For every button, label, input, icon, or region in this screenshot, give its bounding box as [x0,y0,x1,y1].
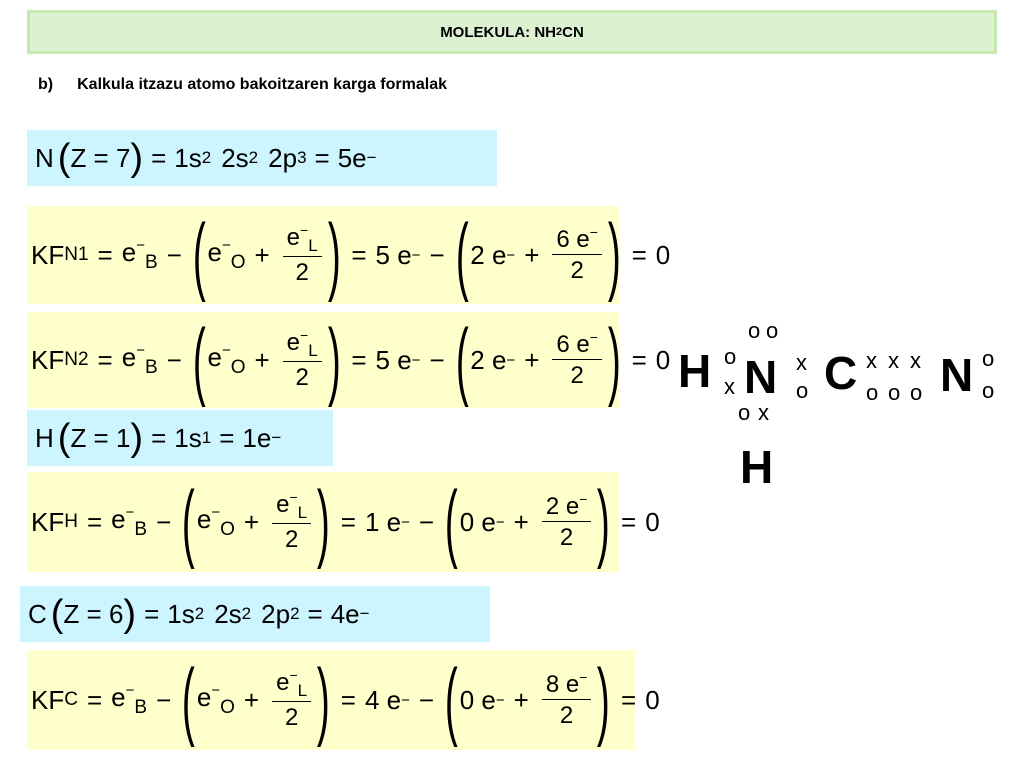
n-symbol: N [35,142,54,173]
minus-op: − [156,506,172,537]
kf-n2-box [27,312,671,408]
equals: = [151,422,167,453]
plus-op: + [254,344,270,375]
open-paren: ( [192,207,206,303]
equals: = [307,598,323,629]
el-minus: − [300,221,309,238]
lewis-x: x [888,348,899,373]
eb-minus: − [136,236,145,254]
kf-label: KF [31,506,65,537]
v2: 0 e [459,684,496,715]
equals: = [631,344,647,375]
c-1s-exp: 2 [194,604,205,623]
el-sub: L [297,680,308,700]
minus-op: − [418,506,435,537]
num: 6 e [556,330,590,358]
minus-op: − [429,344,445,375]
kf-sub: N2 [64,349,89,370]
v1: 1 e [364,506,402,537]
n-config-box [27,130,497,186]
equals: = [621,684,637,715]
slide-title [27,10,997,54]
question-text [38,76,447,94]
n-1s: 1s [174,142,202,173]
el-den: 2 [284,704,299,732]
c-z: Z = 6 [63,598,124,629]
num: 6 e [556,225,590,253]
lewis-o: o [766,318,779,343]
lewis-o: o [796,378,809,403]
n-2s-exp: 2 [248,148,259,167]
close-paren: ) [327,207,341,303]
result: 0 [655,239,671,270]
eb-minus: − [125,503,135,521]
equals: = [97,344,113,375]
eo: e [207,236,222,267]
el: e [276,490,290,518]
kf-sub: C [64,689,78,710]
eo-sub: O [230,356,246,378]
eb-term [122,342,158,379]
num-minus: − [579,490,588,507]
eo: e [207,341,222,372]
v2: 0 e [459,506,496,537]
h-result: 1e [242,422,272,453]
v2-minus: − [495,513,505,531]
close-paren: ) [597,652,611,748]
close-paren: ) [317,652,330,748]
open-paren: ( [50,593,64,635]
num-minus: − [589,223,598,240]
eo: e [196,681,212,712]
eo-minus: − [211,503,221,521]
el-fraction [283,327,322,394]
eo-sub: O [230,251,246,273]
v1-minus: − [401,691,410,709]
plus-op: + [513,684,529,715]
num-fraction [552,329,602,392]
c-1s: 1s [167,598,195,629]
c-result-minus: − [359,604,370,623]
equals: = [144,598,160,629]
plus-op: + [524,239,540,270]
question-marker: b) [38,76,54,93]
el-fraction [272,667,311,734]
eb: e [121,341,137,372]
c-result: 4e [330,598,360,629]
num: 8 e [545,670,580,698]
title-main: MOLEKULA: NH [440,23,557,41]
eb-sub: B [144,356,158,378]
eo-term [197,504,235,541]
eb-sub: B [134,696,148,718]
close-paren: ) [123,593,137,635]
eo-term [207,237,245,274]
num-den: 2 [559,524,574,552]
plus-op: + [243,506,260,537]
equals: = [97,239,113,270]
n-2p-exp: 3 [297,148,307,167]
minus-op: − [418,684,435,715]
el-sub: L [308,235,318,255]
atom-c: C [824,347,858,399]
kf-label: KF [31,344,65,375]
open-paren: ( [444,652,458,748]
eb-minus: − [136,341,145,359]
v1-minus: − [401,513,410,531]
equals: = [151,142,167,173]
kf-h-box [27,472,660,572]
equals: = [351,239,367,270]
num-fraction [552,224,602,287]
lewis-x: x [910,348,921,373]
close-paren: ) [327,312,341,408]
eo: e [196,503,212,534]
kf-label: KF [31,684,65,715]
kf-n1-box [27,206,671,304]
c-config-box [20,586,490,642]
kf-c-box [27,650,660,750]
n-2s: 2s [221,142,249,173]
eo-minus: − [221,236,231,254]
num-minus: − [579,668,588,685]
el-den: 2 [295,259,309,287]
atom-n-right: N [940,349,974,401]
num-den: 2 [570,257,584,285]
open-paren: ( [182,652,196,748]
lewis-o: o [866,380,879,405]
eb-sub: B [144,251,158,273]
eo-sub: O [220,518,235,540]
equals: = [631,239,647,270]
c-symbol: C [28,598,47,629]
atom-h-left: H [678,345,712,397]
question-label: Kalkula itzazu atomo bakoitzaren karga formalak [77,76,447,93]
open-paren: ( [182,474,196,570]
n-1s-exp: 2 [201,148,212,167]
equals: = [340,684,356,715]
eb: e [111,681,126,712]
open-paren: ( [57,137,71,179]
open-paren: ( [455,312,469,408]
el-minus: − [300,326,309,343]
kf-sub: H [64,511,78,532]
eb-term [111,504,147,541]
c-2s: 2s [214,598,242,629]
v2: 2 e [470,344,507,375]
h-result-minus: − [271,428,282,447]
n-result: 5e [337,142,367,173]
open-paren: ( [192,312,206,408]
v2-minus: − [495,691,505,709]
eo-term [197,682,235,719]
c-2p: 2p [261,598,291,629]
el-sub: L [297,502,308,522]
eb: e [121,236,137,267]
num: 2 e [545,492,580,520]
atom-h-bottom: H [740,441,774,493]
v1-minus: − [411,351,421,369]
lewis-o: o [748,318,761,343]
title-sub: 2 [556,26,563,38]
close-paren: ) [130,137,144,179]
num-den: 2 [570,362,584,390]
lewis-o: o [982,378,995,403]
el: e [286,223,301,251]
v1: 4 e [364,684,402,715]
kf-sub: N1 [64,244,89,265]
lewis-x: x [796,350,807,375]
el: e [286,328,301,356]
h-symbol: H [35,422,54,453]
el: e [276,668,290,696]
result: 0 [655,344,671,375]
el-den: 2 [295,364,309,392]
minus-op: − [166,239,182,270]
close-paren: ) [317,474,330,570]
eo-term [207,342,245,379]
lewis-o: o [888,380,901,405]
open-paren: ( [57,417,71,459]
num-fraction [542,491,592,554]
close-paren: ) [597,474,611,570]
n-z: Z = 7 [70,142,131,173]
minus-op: − [156,684,172,715]
lewis-x: x [758,400,769,425]
h-1s-exp: 1 [201,428,212,447]
eo-sub: O [220,696,235,718]
plus-op: + [513,506,529,537]
h-1s: 1s [174,422,202,453]
h-config-box [27,410,333,466]
open-paren: ( [444,474,458,570]
num-minus: − [589,328,598,345]
equals: = [219,422,235,453]
equals: = [86,506,103,537]
h-z: Z = 1 [70,422,131,453]
n-result-minus: − [366,148,377,167]
plus-op: + [524,344,540,375]
el-den: 2 [284,526,299,554]
eb-term [111,682,147,719]
eo-minus: − [211,681,221,699]
c-2s-exp: 2 [241,604,252,623]
equals: = [621,506,637,537]
v1-minus: − [411,246,421,264]
eb-minus: − [125,681,135,699]
num-fraction [542,669,592,732]
el-minus: − [289,488,298,505]
result: 0 [645,684,660,715]
lewis-o: o [738,400,751,425]
el-minus: − [289,666,298,683]
close-paren: ) [607,207,621,303]
eb-term [122,237,158,274]
equals: = [314,142,330,173]
plus-op: + [243,684,260,715]
open-paren: ( [455,207,469,303]
equals: = [86,684,103,715]
num-den: 2 [559,702,574,730]
close-paren: ) [130,417,144,459]
minus-op: − [429,239,445,270]
plus-op: + [254,239,270,270]
el-fraction [283,222,322,289]
v1: 5 e [375,239,412,270]
v1: 5 e [375,344,412,375]
lewis-x: x [724,374,735,399]
n-2p: 2p [268,142,298,173]
el-sub: L [308,340,318,360]
close-paren: ) [607,312,621,408]
equals: = [340,506,356,537]
v2-minus: − [506,351,516,369]
eo-minus: − [221,341,231,359]
v2: 2 e [470,239,507,270]
lewis-o: o [724,344,737,369]
title-end: CN [562,23,584,41]
eb-sub: B [134,518,148,540]
el-fraction [272,489,311,556]
atom-n-left: N [744,351,778,403]
c-2p-exp: 2 [290,604,300,623]
equals: = [351,344,367,375]
minus-op: − [166,344,182,375]
lewis-x: x [866,348,877,373]
v2-minus: − [506,246,516,264]
lewis-o: o [982,346,995,371]
result: 0 [645,506,660,537]
lewis-o: o [910,380,923,405]
eb: e [111,503,126,534]
kf-label: KF [31,239,65,270]
